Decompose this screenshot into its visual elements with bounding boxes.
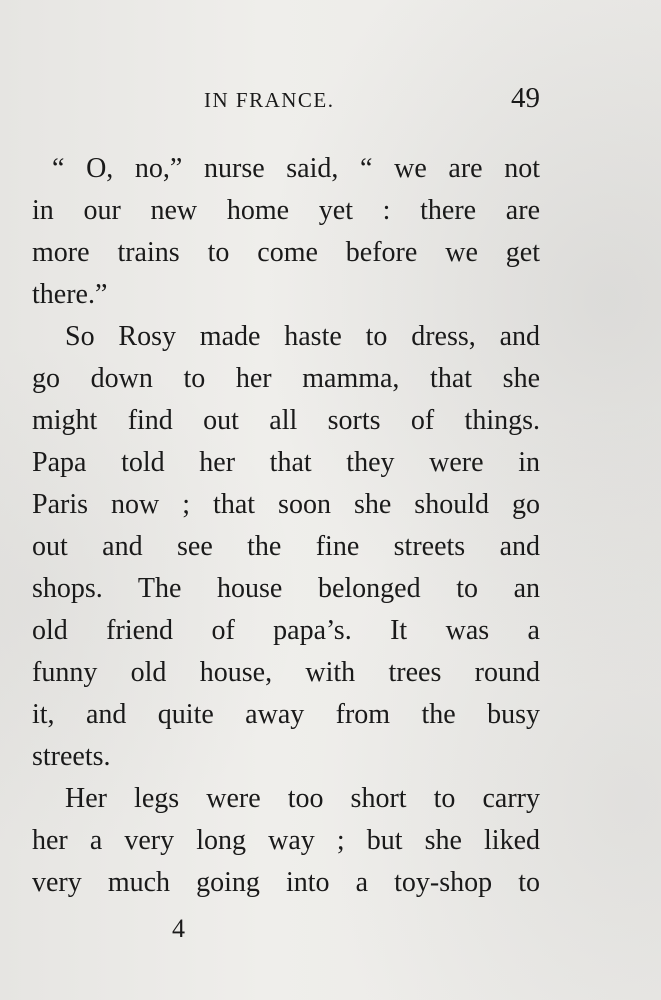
signature-mark: 4 <box>172 914 185 943</box>
text-line: it, and quite away from the busy <box>32 699 540 730</box>
text-line: Paris now ; that soon she should go <box>32 489 540 520</box>
text-line: in our new home yet : there are <box>32 195 540 226</box>
text-line: go down to her mamma, that she <box>32 363 540 394</box>
paragraph <box>32 148 540 316</box>
text-line: old friend of papa’s. It was a <box>32 615 540 646</box>
page-number: 49 <box>511 82 540 114</box>
text-line: streets. <box>32 741 111 772</box>
text-line: “ O, no,” nurse said, “ we are not <box>52 153 540 184</box>
text-line: more trains to come before we get <box>32 237 540 268</box>
text-line: there.” <box>32 279 108 310</box>
text-line: Papa told her that they were in <box>32 447 540 478</box>
paragraph <box>32 316 540 778</box>
text-line: out and see the fine streets and <box>32 531 540 562</box>
text-line: Her legs were too short to carry <box>65 783 540 814</box>
running-header <box>32 80 540 120</box>
text-line: shops. The house belonged to an <box>32 573 540 604</box>
running-head-title: IN FRANCE. <box>204 88 335 112</box>
paragraph <box>32 778 540 904</box>
text-line: So Rosy made haste to dress, and <box>65 321 540 352</box>
text-line: her a very long way ; but she liked <box>32 825 540 856</box>
body-text <box>32 148 540 904</box>
text-line: might find out all sorts of things. <box>32 405 540 436</box>
text-line: very much going into a toy-shop to <box>32 867 540 898</box>
text-line: funny old house, with trees round <box>32 657 540 688</box>
